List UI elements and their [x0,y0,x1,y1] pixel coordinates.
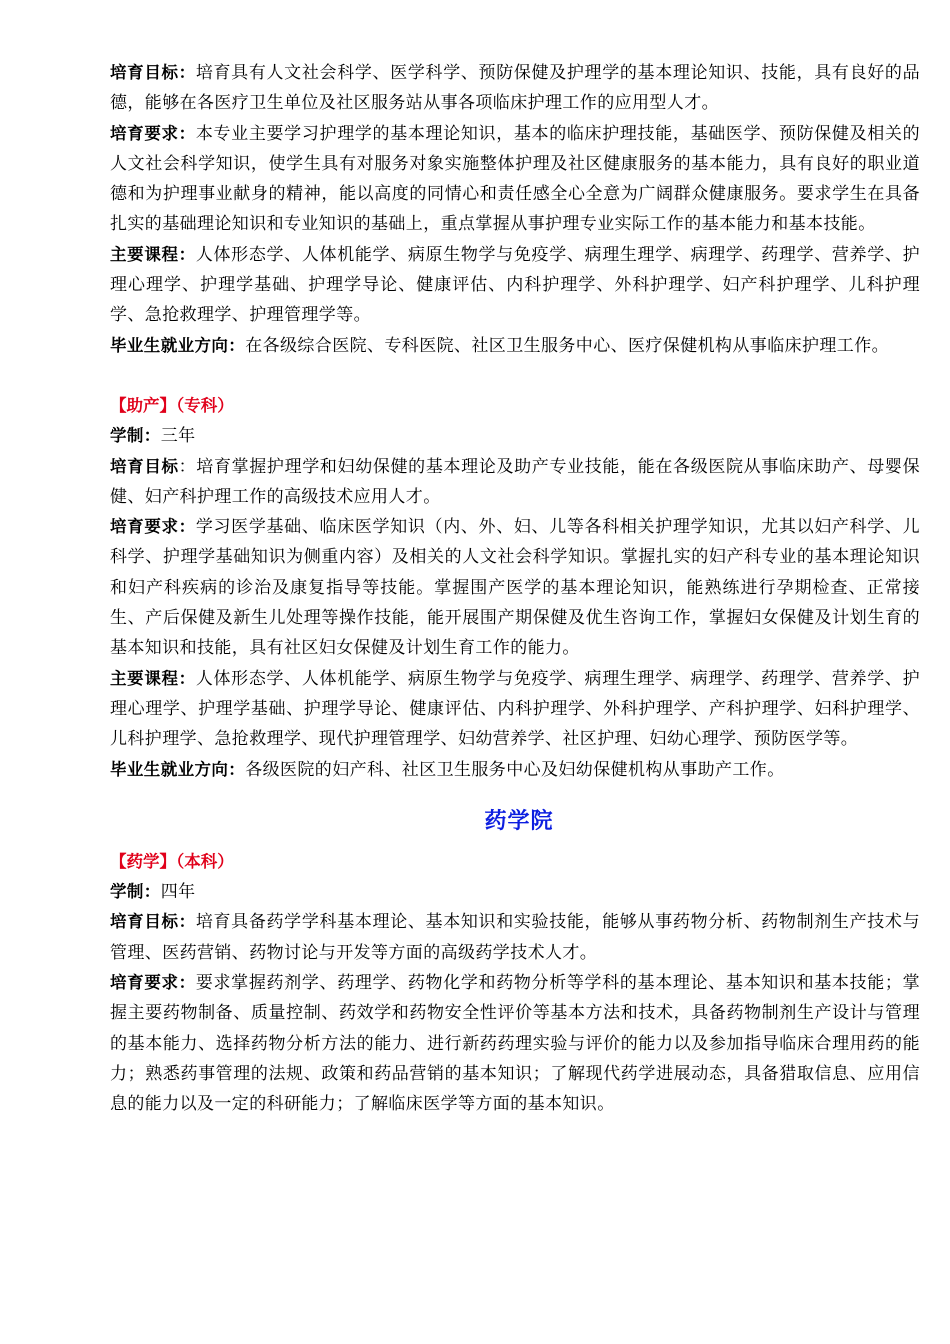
duration-text: 四年 [160,882,196,903]
goal-text: 培育具有人文社会科学、医学科学、预防保健及护理学的基本理论知识、技能，具有良好的品德，能够在各医疗卫生单位及社区服务站从事各项临床护理工作的应用型人才。 [110,63,920,114]
pharmacy-goal-paragraph [110,907,920,968]
duration-label: 学制： [110,426,161,446]
nursing-courses-paragraph [110,240,920,331]
requirement-text: 要求掌握药剂学、药理学、药物化学和药物分析等学科的基本理论、基本知识和基本技能；掌握主要药物制备、质量控制、药效学和药物安全性评价等基本方法和技术，具备药物制剂生产设计与管理的基本能力、选择药物分析方法的能力、进行新药药理实验与评价的能力以及参加指导临床合理用药的能力；熟悉药事管理的法规、政策和药品营销的基本知识；了解现代药学进展动态，具备猎取信息、应用信息的能力以及一定的科研能力；了解临床医学等方面的基本知识。 [110,973,920,1115]
requirement-label: 培育要求： [110,973,196,993]
courses-text: 人体形态学、人体机能学、病原生物学与免疫学、病理生理学、病理学、药理学、营养学、护理心理学、护理学基础、护理学导论、健康评估、内科护理学、外科护理学、妇产科护理学、儿科护理学、急抢救理学、护理管理学等。 [110,244,920,326]
courses-label: 主要课程： [110,668,196,688]
major-heading-midwifery: 【助产】（专科） [110,395,234,415]
courses-label: 主要课程： [110,244,196,264]
requirement-text: 本专业主要学习护理学的基本理论知识，基本的临床护理技能，基础医学、预防保健及相关的人文社会科学知识，使学生具有对服务对象实施整体护理及社区健康服务的基本能力，具有良好的职业道德和为护理事业献身的精神，能以高度的同情心和责任感全心全意为广阔群众健康服务。要求学生在具备扎实的基础理论知识和专业知识的基础上，重点掌握从事护理专业实际工作的基本能力和基本技能。 [110,123,920,235]
page-content [110,58,920,1120]
midwifery-requirement-paragraph [110,512,920,663]
midwifery-goal-paragraph [110,452,920,513]
nursing-requirement-paragraph [110,119,920,240]
employment-text: 各级医院的妇产科、社区卫生服务中心及妇幼保健机构从事助产工作。 [245,759,785,780]
employment-label: 毕业生就业方向： [110,335,246,355]
midwifery-duration-paragraph [110,421,920,451]
employment-text: 在各级综合医院、专科医院、社区卫生服务中心、医疗保健机构从事临床护理工作。 [245,335,890,356]
requirement-label: 培育要求： [110,123,196,143]
college-heading-pharmacy: 药学院 [484,808,554,834]
goal-text: ：培育掌握护理学和妇幼保健的基本理论及助产专业技能，能在各级医院从事临床助产、母婴保健、妇产科护理工作的高级技术应用人才。 [110,456,920,507]
midwifery-employment-paragraph [110,755,920,785]
pharmacy-duration-paragraph [110,877,920,907]
pharmacy-requirement-paragraph [110,968,920,1119]
requirement-text: 学习医学基础、临床医学知识（内、外、妇、儿等各科相关护理学知识，尤其以妇产科学、儿科学、护理学基础知识为侧重内容）及相关的人文社会科学知识。掌握扎实的妇产科专业的基本理论知识和妇产科疾病的诊治及康复指导等技能。掌握围产医学的基本理论知识，能熟练进行孕期检查、正常接生、产后保健及新生儿处理等操作技能，能开展围产期保健及优生咨询工作，掌握妇女保健及计划生育的基本知识和技能，具有社区妇女保健及计划生育工作的能力。 [110,517,920,659]
courses-text: 人体形态学、人体机能学、病原生物学与免疫学、病理生理学、病理学、药理学、营养学、护理心理学、护理学基础、护理学导论、健康评估、内科护理学、外科护理学、产科护理学、妇科护理学、儿科护理学、急抢救理学、现代护理管理学、妇幼营养学、社区护理、妇幼心理学、预防医学等。 [110,668,920,750]
employment-label: 毕业生就业方向： [110,759,246,779]
duration-text: 三年 [160,426,196,447]
section-spacer [110,361,920,391]
goal-label: 培育目标： [110,63,196,82]
goal-label: 培育目标 [110,456,179,476]
duration-label: 学制： [110,882,161,902]
goal-text: 培育具备药学学科基本理论、基本知识和实验技能，能够从事药物分析、药物制剂生产技术与管理、医药营销、药物讨论与开发等方面的高级药学技术人才。 [110,912,920,963]
nursing-goal-paragraph [110,58,920,119]
midwifery-courses-paragraph [110,664,920,755]
requirement-label: 培育要求： [110,517,196,537]
major-heading-pharmacy: 【药学】（本科） [110,851,234,871]
nursing-employment-paragraph [110,331,920,361]
goal-label: 培育目标： [110,912,196,932]
